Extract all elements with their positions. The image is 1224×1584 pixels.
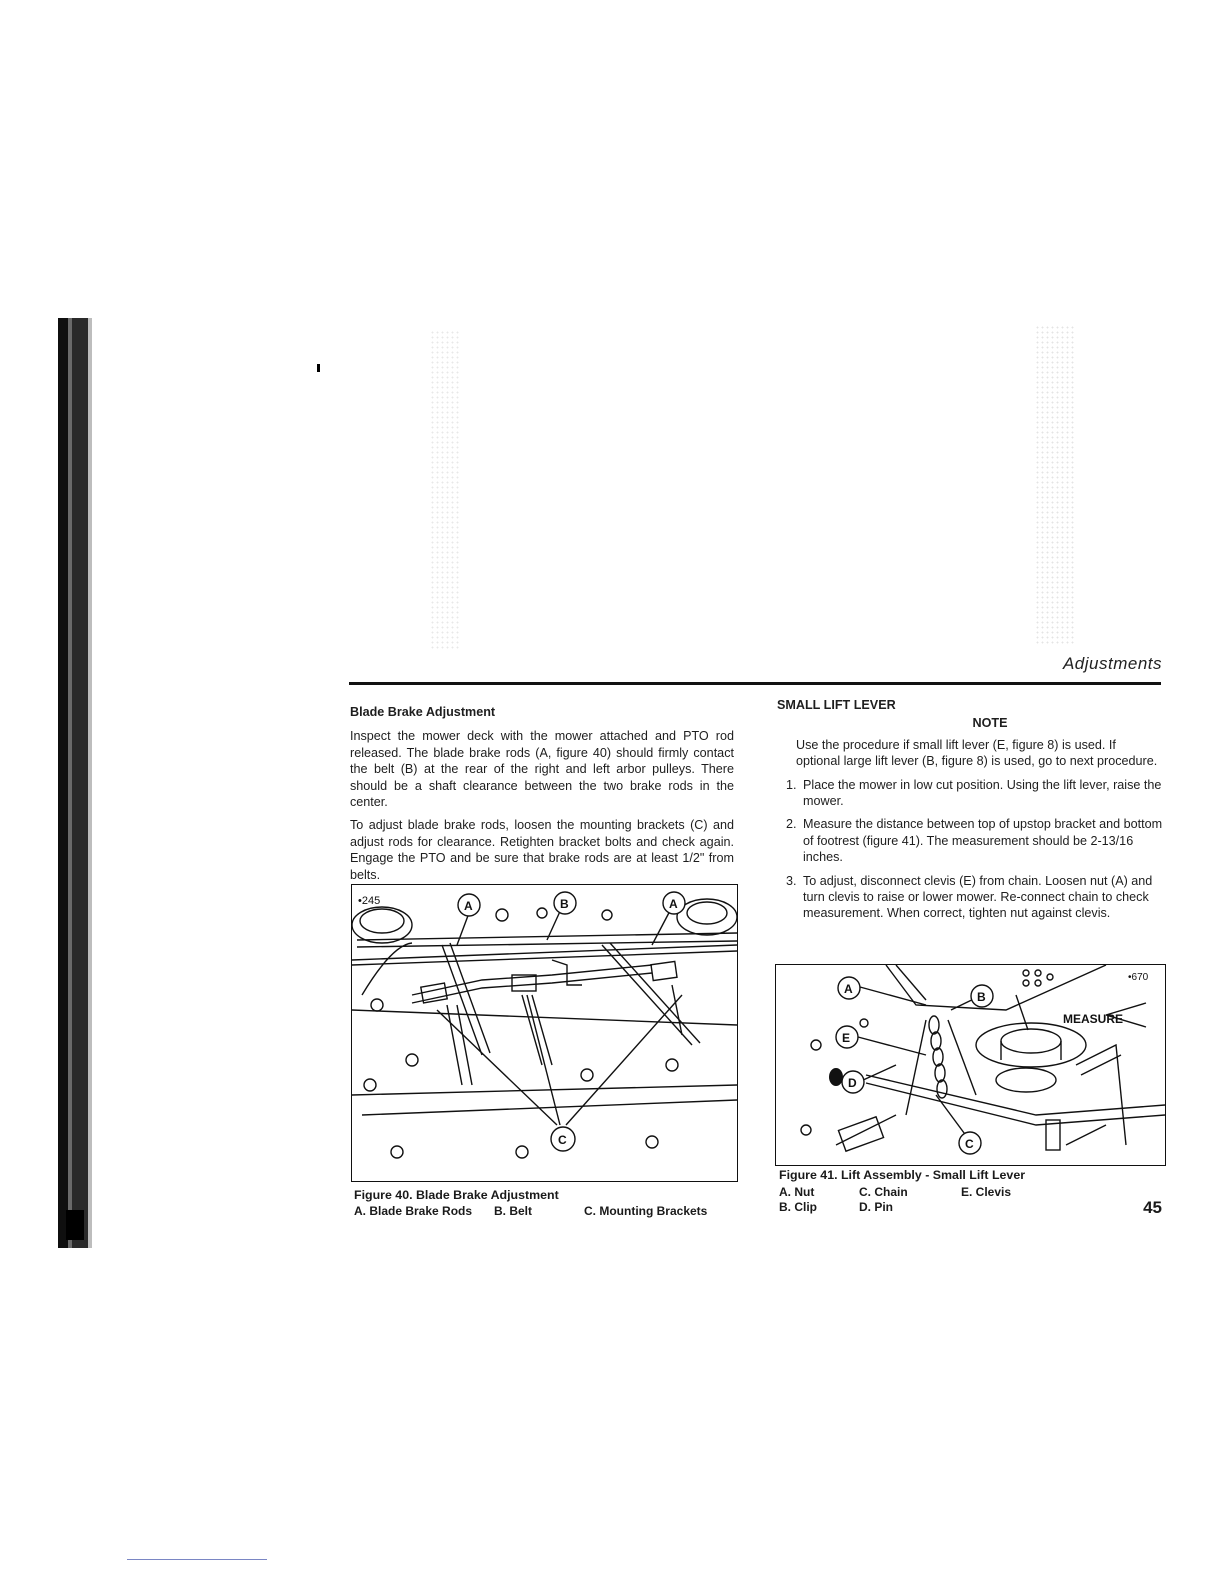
scan-speck	[317, 364, 320, 372]
procedure-steps	[777, 777, 1163, 922]
step-item: 2. Measure the distance between top of upstop bracket and bottom of footrest (figure 41). The measurement should be 2-13/16 inches.	[786, 817, 1163, 865]
figure-41-legend-row-1	[779, 1185, 1109, 1199]
blade-brake-para-1: Inspect the mower deck with the mower attached and PTO rod released. The blade brake rods (A, figure 40) should firmly contact the belt (B) at the rear of the right and left arbor pulleys. There should be a shaft clearance between the two brake rods in the center.	[350, 729, 734, 810]
figure-40-code: •245	[358, 895, 381, 907]
legend-blade-brake-rods: A. Blade Brake Rods	[354, 1204, 473, 1218]
callout-a-right: A	[669, 897, 678, 911]
figure-40-legend	[354, 1204, 739, 1218]
callout-c: C	[558, 1133, 567, 1147]
figure-41-legend-row-2	[779, 1200, 1109, 1214]
legend-chain: C. Chain	[859, 1185, 908, 1199]
legend-clip: B. Clip	[779, 1200, 817, 1214]
small-lift-lever-heading: SMALL LIFT LEVER	[777, 698, 896, 712]
callout-b: B	[560, 897, 569, 911]
left-column	[350, 704, 734, 890]
note-text: Use the procedure if small lift lever (E, figure 8) is used. If optional large lift lever (B, figure 8) is used, go to next procedure.	[796, 737, 1158, 769]
lift-assembly-drawing	[776, 965, 1165, 1165]
legend-belt: B. Belt	[494, 1204, 533, 1218]
callout-b: B	[977, 990, 986, 1004]
callout-d: D	[848, 1076, 857, 1090]
figure-41-illustration	[775, 964, 1166, 1166]
legend-nut: A. Nut	[779, 1185, 815, 1199]
blade-brake-para-2: To adjust blade brake rods, loosen the mounting brackets (C) and adjust rods for clearance. Retighten bracket bolts and check again. Engage the PTO and be sure that brake rods are at least 1/2" from belts.	[350, 818, 734, 882]
section-title: Adjustments	[1062, 654, 1162, 673]
note-label: NOTE	[972, 716, 1008, 731]
right-column	[777, 697, 1163, 929]
binding-edge	[58, 318, 92, 1248]
header-rule	[349, 682, 1161, 685]
legend-clevis: E. Clevis	[961, 1185, 1012, 1199]
figure-40-caption: Figure 40. Blade Brake Adjustment	[354, 1188, 559, 1202]
blade-brake-heading: Blade Brake Adjustment	[350, 705, 496, 719]
step-item: 1. Place the mower in low cut position. Using the lift lever, raise the mower.	[786, 777, 1162, 809]
page-number: 45	[1143, 1198, 1162, 1217]
figure-41-caption: Figure 41. Lift Assembly - Small Lift Lever	[779, 1168, 1026, 1182]
legend-pin: D. Pin	[859, 1200, 894, 1214]
footer-line	[127, 1559, 267, 1560]
step-item: 3. To adjust, disconnect clevis (E) from chain. Loosen nut (A) and turn clevis to raise or lower mower. Re-connect chain to check measurement. When correct, tighten nut against clevis.	[786, 873, 1153, 921]
figure-40-caption-block	[354, 1187, 739, 1218]
callout-a-left: A	[464, 899, 473, 913]
blade-brake-drawing	[352, 885, 737, 1181]
scan-noise	[430, 330, 460, 650]
figure-40-illustration	[351, 884, 738, 1182]
measure-label: MEASURE	[1063, 1012, 1124, 1026]
figure-41-code: •670	[1128, 972, 1149, 983]
legend-mounting-brackets: C. Mounting Brackets	[584, 1204, 708, 1218]
figure-41-caption-block	[779, 1167, 1109, 1214]
callout-c: C	[965, 1137, 974, 1151]
callout-a: A	[844, 982, 853, 996]
scan-noise	[1035, 325, 1075, 645]
callout-e: E	[842, 1031, 851, 1045]
